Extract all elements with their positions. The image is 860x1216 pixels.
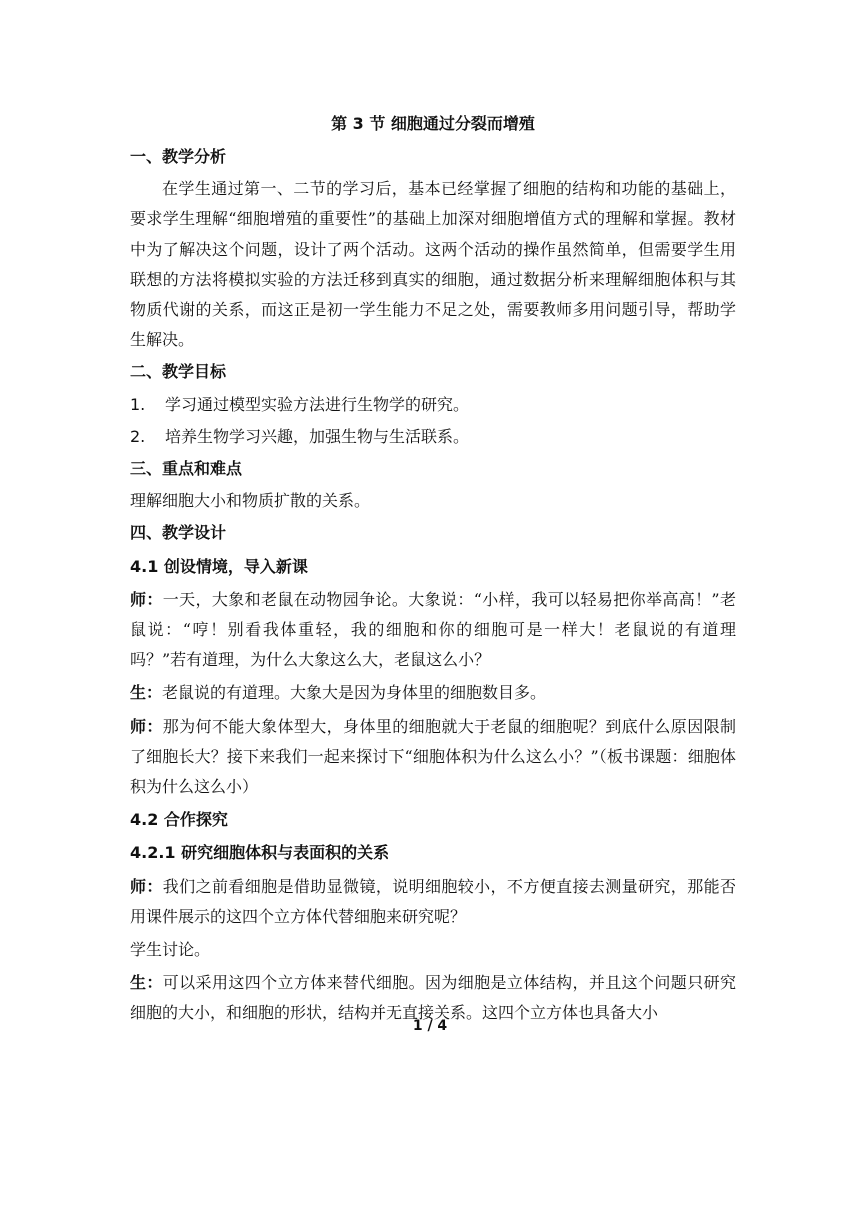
note-line: 学生讨论。 [130,940,211,960]
subsection-heading: 4.2 合作探究 [130,810,228,830]
section-heading-key-points: 三、重点和难点 [130,459,243,479]
goal-item [130,422,736,452]
goal-item [130,390,736,420]
goal-number: 2. [130,426,146,446]
subsection-heading: 4.2.1 研究细胞体积与表面积的关系 [130,843,390,863]
speaker-label: 生： [130,683,163,703]
analysis-paragraph: 在学生通过第一、二节的学习后，基本已经掌握了细胞的结构和功能的基础上，要求学生理解“细胞增殖的重要性”的基础上加深对细胞增值方式的理解和掌握。教材中为了解决这个问题，设计了两个活动。这两个活动的操作虽然简单，但需要学生用联想的方法将模拟实验的方法迁移到真实的细胞，通过数据分析来理解细胞体积与其物质代谢的关系，而这正是初一学生能力不足之处，需要教师多用问题引导，帮助学生解决。 [130,179,736,350]
dialog-text: 可以采用这四个立方体来替代细胞。因为细胞是立体结构，并且这个问题只研究细胞的大小，和细胞的形状，结构并无直接关系。这四个立方体也具备大小 [130,973,736,1023]
goal-text: 学习通过模型实验方法进行生物学的研究。 [165,394,470,414]
speaker-label: 师： [130,589,163,609]
dialog-text: 我们之前看细胞是借助显微镜，说明细胞较小，不方便直接去测量研究，那能否用课件展示的这四个立方体代替细胞来研究呢？ [130,876,736,926]
key-points-paragraph: 理解细胞大小和物质扩散的关系。 [130,491,371,511]
dialog-line [130,712,736,803]
speaker-label: 师： [130,716,163,736]
dialog-line [130,872,736,932]
dialog-line [130,585,736,676]
section-heading-design: 四、教学设计 [130,523,227,543]
subsection-heading: 4.1 创设情境，导入新课 [130,556,308,576]
dialog-line [130,678,736,708]
dialog-text: 那为何不能大象体型大，身体里的细胞就大于老鼠的细胞呢？到底什么原因限制了细胞长大？接下来我们一起来探讨下“细胞体积为什么这么小？”（板书课题：细胞体积为什么这么小） [130,716,736,797]
speaker-label: 师： [130,876,163,896]
section-heading-goals: 二、教学目标 [130,362,227,382]
speaker-label: 生： [130,973,163,993]
page-title: 第 3 节 细胞通过分裂而增殖 [331,114,535,133]
dialog-text: 一天，大象和老鼠在动物园争论。大象说：“小样，我可以轻易把你举高高！”老鼠说：“哼！别看我体重轻，我的细胞和你的细胞可是一样大！老鼠说的有道理吗？”若有道理，为什么大象这么大，老鼠这么小？ [130,589,736,670]
dialog-text: 老鼠说的有道理。大象大是因为身体里的细胞数目多。 [162,683,547,703]
goal-number: 1. [130,394,146,414]
page-content [130,108,736,1032]
page-number: 1 / 4 [412,1018,448,1034]
section-heading-analysis: 一、教学分析 [130,147,227,166]
goal-text: 培养生物学习兴趣，加强生物与生活联系。 [165,426,470,446]
